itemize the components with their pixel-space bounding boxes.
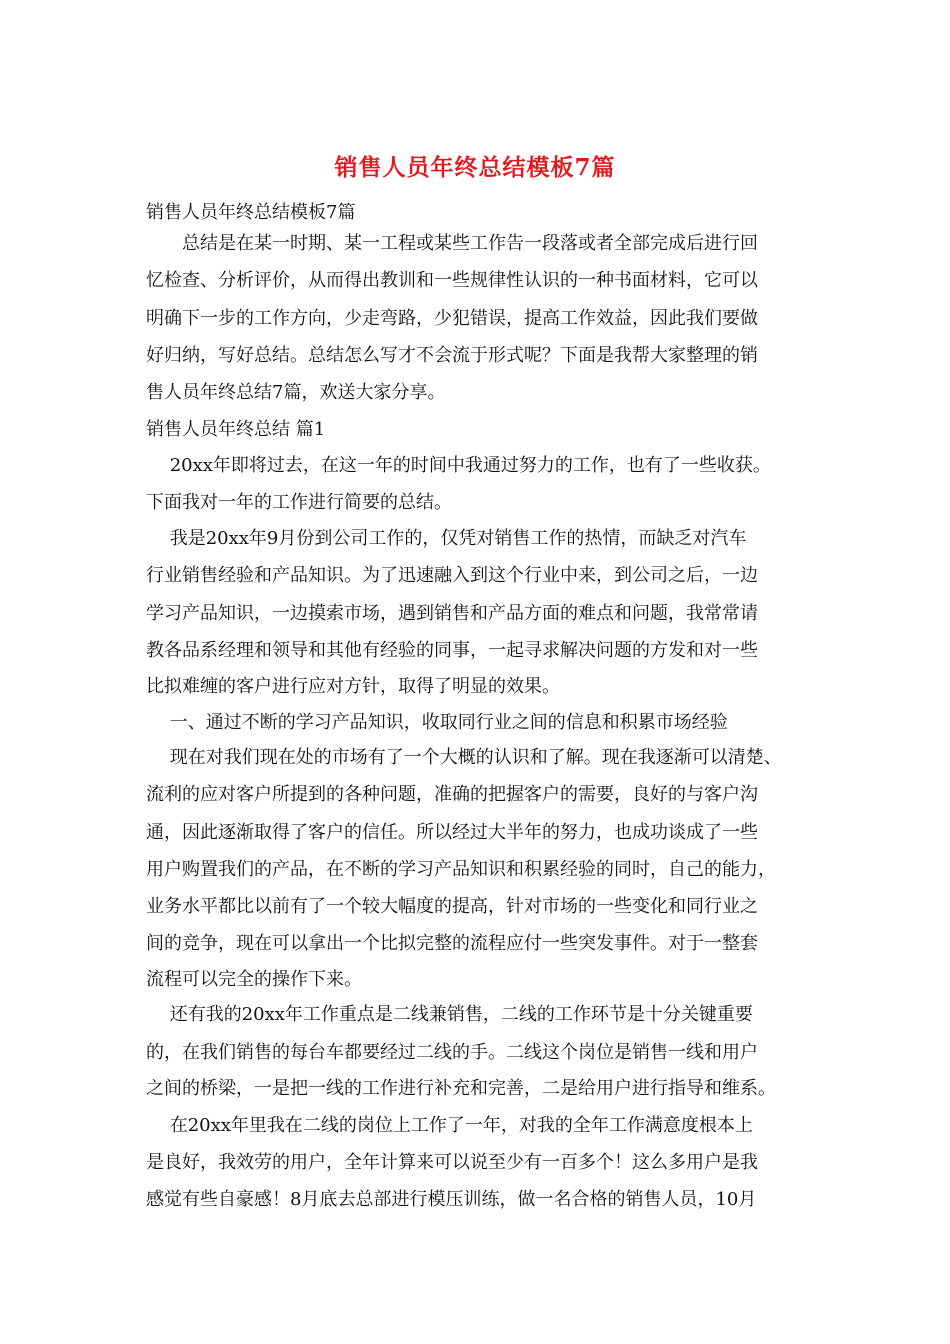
section-heading: 销售人员年终总结 篇1 — [146, 419, 326, 440]
body-line: 教各品系经理和领导和其他有经验的同事，一起寻求解决问题的方发和对一些 — [146, 640, 758, 661]
body-line: 业务水平都比以前有了一个较大幅度的提高，针对市场的一些变化和同行业之 — [146, 896, 758, 917]
body-line: 比拟难缠的客户进行应对方针，取得了明显的效果。 — [146, 676, 560, 697]
body-line: 是良好，我效劳的用户，全年计算来可以说至少有一百多个！这么多用户是我 — [146, 1152, 758, 1173]
body-line: 行业销售经验和产品知识。为了迅速融入到这个行业中来，到公司之后，一边 — [146, 565, 758, 586]
body-line: 我是20xx年9月份到公司工作的，仅凭对销售工作的热情，而缺乏对汽车 — [146, 528, 747, 549]
body-line: 现在对我们现在处的市场有了一个大概的认识和了解。现在我逐渐可以清楚、 — [146, 747, 782, 768]
body-line: 间的竞争，现在可以拿出一个比拟完整的流程应付一些突发事件。对于一整套 — [146, 933, 758, 954]
subtitle-line: 销售人员年终总结模板7篇 — [146, 202, 356, 223]
body-line: 一、通过不断的学习产品知识，收取同行业之间的信息和积累市场经验 — [146, 712, 728, 733]
body-line: 之间的桥梁，一是把一线的工作进行补充和完善，二是给用户进行指导和维系。 — [146, 1078, 776, 1099]
body-line: 用户购置我们的产品，在不断的学习产品知识和积累经验的同时，自己的能力， — [146, 859, 776, 880]
body-line: 感觉有些自豪感！8月底去总部进行模压训练，做一名合格的销售人员，10月 — [146, 1189, 757, 1210]
body-line: 忆检查、分析评价，从而得出教训和一些规律性认识的一种书面材料，它可以 — [146, 270, 758, 291]
body-line: 通，因此逐渐取得了客户的信任。所以经过大半年的努力，也成功谈成了一些 — [146, 822, 758, 843]
body-line: 下面我对一年的工作进行简要的总结。 — [146, 492, 452, 513]
body-line: 的，在我们销售的每台车都要经过二线的手。二线这个岗位是销售一线和用户 — [146, 1042, 758, 1063]
body-line: 好归纳，写好总结。总结怎么写才不会流于形式呢？下面是我帮大家整理的销 — [146, 345, 758, 366]
body-line: 明确下一步的工作方向，少走弯路，少犯错误，提高工作效益，因此我们要做 — [146, 308, 758, 329]
body-line: 流利的应对客户所提到的各种问题，准确的把握客户的需要，良好的与客户沟 — [146, 784, 758, 805]
body-line: 学习产品知识，一边摸索市场，遇到销售和产品方面的难点和问题，我常常请 — [146, 603, 758, 624]
body-line: 流程可以完全的操作下来。 — [146, 969, 362, 990]
body-line: 在20xx年里我在二线的岗位上工作了一年，对我的全年工作满意度根本上 — [146, 1115, 753, 1136]
body-line: 总结是在某一时期、某一工程或某些工作告一段落或者全部完成后进行回 — [146, 233, 758, 254]
body-line: 20xx年即将过去，在这一年的时间中我通过努力的工作，也有了一些收获。 — [146, 455, 771, 476]
body-line: 还有我的20xx年工作重点是二线兼销售，二线的工作环节是十分关键重要 — [146, 1004, 753, 1025]
body-line: 售人员年终总结7篇，欢送大家分享。 — [146, 382, 446, 403]
document-title: 销售人员年终总结模板7篇 — [334, 154, 616, 181]
